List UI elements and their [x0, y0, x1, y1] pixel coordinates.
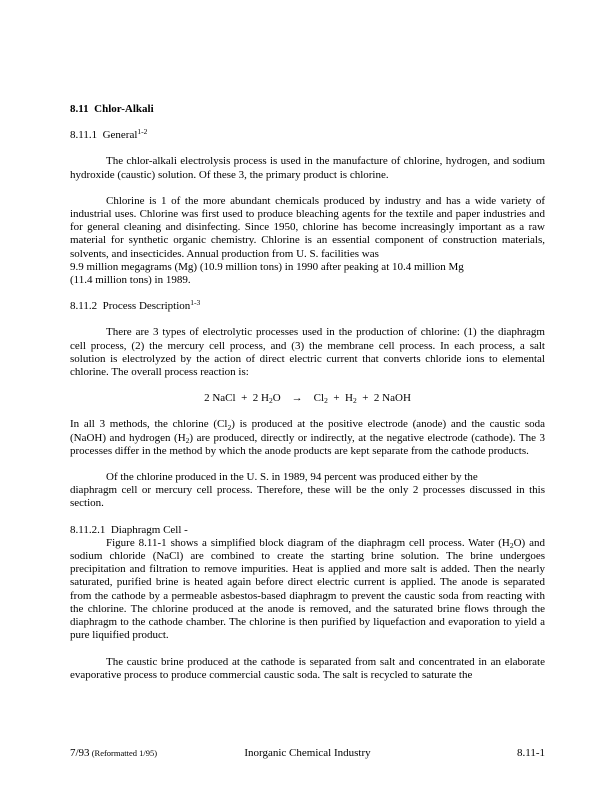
paragraph-electrode-products: In all 3 methods, the chlorine $(Cl_2)$ is produced at the positive electrode (anode) and the caustic soda (NaOH) and hydrogen $(H_2)$ are produced, directly or indirectly, at the negative electrode (cathode). The 3 processes differ in the method by which the anode products are kept separate from the cathode products.: [70, 418, 546, 457]
paragraph-process-types: There are 3 types of electrolytic processes used in the production of chlorine: (1) the diaphragm cell process, (2) the mercury cell process, and (3) the membrane cell process. In each process, a salt solution is electrolyzed by the action of direct electric current that converts chloride ions to elemental chlorine. The overall process reaction is:: [70, 326, 545, 379]
paragraph-diaphragm-process: Figure 8.11-1 shows a simplified block diagram of the diaphragm cell process. Water $(H_2O)$ and sodium chloride (NaCl) are combined to create the starting brine solution. The brine undergoes precipitation and filtration to remove impurities. Heat is applied and more salt is added. Then the nearly saturated, purified brine is heated again before direct electric current is applied. The anode is separated from the cathode by a permeable asbestos-based diaphragm to prevent the caustic soda from reacting with the chlorine. The chlorine produced at the anode is removed, and the saturated brine flows through the diaphragm to the cathode chamber. The chlorine is then purified by liquefaction and evaporation to yield a pure liquified product.: [70, 536, 545, 642]
footer-page-number: 8.11-1: [516, 747, 545, 759]
section-heading: 8.11 Chlor-Alkali: [70, 103, 154, 115]
diaphragm-cell-block: [70, 524, 545, 643]
paragraph-chlorine-uses: Chlorine is 1 of the more abundant chemicals produced by industry and has a wide variety of industrial uses. Chlorine was first used to produce bleaching agents for the textile and paper industries and for general cleaning and disinfecting. Since 1950, chlorine has become increasingly important as a raw material for synthetic organic chemistry. Chlorine is an essential component of construction materials, solvents, and insecticides. Annual production from U. S. facilities was 9.9 million megagrams (Mg) (10.9 million tons) in 1990 after peaking at 10.4 million Mg (11.4 million tons) in 1989.: [70, 194, 545, 287]
paragraph-production-share: Of the chlorine produced in the U. S. in 1989, 94 percent was produced either by the diaphragm cell or mercury cell process. Therefore, these will be the only 2 processes discussed in this section.: [70, 471, 545, 510]
footer-chapter-title: Inorganic Chemical Industry: [244, 747, 371, 759]
paragraph-caustic-brine: The caustic brine produced at the cathode is separated from salt and concentrated in an elaborate evaporative process to produce commercial caustic soda. The salt is recycled to saturate the: [70, 655, 545, 681]
page-footer: [70, 747, 545, 761]
footer-reformatted-note: (Reformatted 1/95): [89, 748, 158, 758]
footer-date: 7/93: [70, 747, 90, 759]
subsubsection-heading-diaphragm-cell: 8.11.2.1 Diaphragm Cell -: [70, 523, 188, 536]
subsection-heading-process-description: 8.11.2 Process Description$^{1-3}$: [70, 298, 201, 313]
paragraph-intro: The chlor-alkali electrolysis process is used in the manufacture of chlorine, hydrogen, and sodium hydroxide (caustic) solution. Of these 3, the primary product is chlorine.: [70, 155, 545, 181]
chemical-equation: 2 NaCl + 2 $H_2O$ → $Cl_2 + H_2 + 2$ NaOH: [204, 392, 411, 406]
subsection-heading-general: 8.11.1 General$^{1-2}$: [70, 127, 148, 142]
